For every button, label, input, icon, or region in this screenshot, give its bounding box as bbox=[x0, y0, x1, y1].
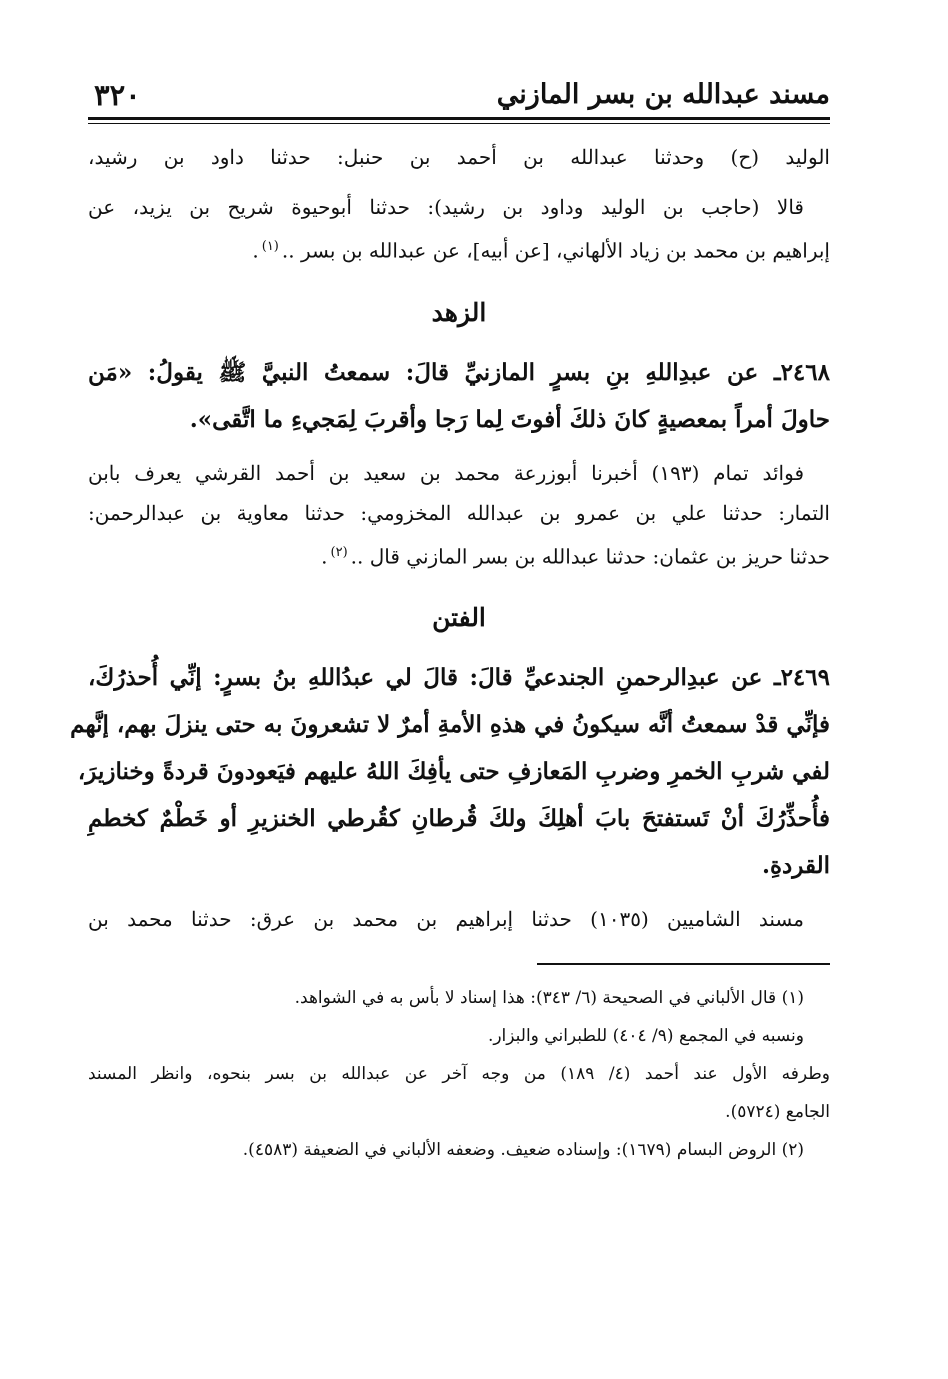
section-title-zuhd: الزهد bbox=[431, 297, 487, 327]
footnote-line: ونسبه في المجمع (٩/ ٤٠٤) للطبراني والبزار. bbox=[487, 1026, 804, 1047]
source-line: فوائد تمام (١٩٣) أخبرنا أبوزرعة محمد بن سعيد بن أحمد القرشي يعرف بابن bbox=[88, 460, 805, 485]
footnote-separator bbox=[537, 963, 830, 965]
footnote-ref-1: (١) bbox=[261, 239, 279, 254]
hadith-line: القردةِ. bbox=[761, 852, 830, 880]
section-title-fitan: الفتن bbox=[432, 603, 486, 633]
footnote-line: (١) قال الألباني في الصحيحة (٦/ ٣٤٣): هذا إسناد لا بأس به في الشواهد. bbox=[294, 988, 804, 1009]
page-header bbox=[88, 70, 830, 115]
intro-line: قالا (حاجب بن الوليد وداود بن رشيد): حدثنا أبوحيوة شريح بن يزيد، عن bbox=[88, 195, 804, 219]
intro-line-last: إبراهيم بن محمد بن زياد الألهاني، [عن أبيه]، عن عبدالله بن بسر ..$^{(١)}$. bbox=[252, 238, 830, 263]
footnote-line: وطرفه الأول عند أحمد (٤/ ١٨٩) من وجه آخر عن عبدالله بن بسر بنحوه، وانظر المسند bbox=[88, 1064, 830, 1085]
hadith-line: لفي شربِ الخمرِ وضربِ المَعازفِ حتى يأفِكَ اللهُ عليهم فيَعودونَ قردةً وخنازيرَ، bbox=[77, 758, 830, 786]
source-line: التمار: حدثنا علي بن عمرو بن عبدالله المخزومي: حدثنا معاوية بن عبدالرحمن: bbox=[88, 500, 830, 525]
page-body bbox=[70, 137, 830, 939]
source-line-last: حدثنا حريز بن عثمان: حدثنا عبدالله بن بسر المازني قال ..$^{(٢)}$. bbox=[321, 544, 830, 569]
footnote-line: الجامع (٥٧٢٤). bbox=[725, 1102, 830, 1123]
page-number: ٣٢٠ bbox=[94, 78, 141, 112]
footnotes bbox=[88, 979, 830, 1169]
header-rule-thin bbox=[88, 123, 830, 124]
source-line-text: حدثنا حريز بن عثمان: حدثنا عبدالله بن بسر المازني قال .. bbox=[350, 544, 830, 569]
hadith-line: فإنِّي قدْ سمعتُ أنَّه سيكونُ في هذهِ الأمةِ أمرٌ لا تشعرونَ به حتى ينزلَ بهم، إنَّهم bbox=[70, 711, 830, 739]
intro-line: الوليد (ح) وحدثنا عبدالله بن أحمد بن حنبل: حدثنا داود بن رشيد، bbox=[88, 145, 830, 169]
running-title: مسند عبدالله بن بسر المازني bbox=[496, 79, 830, 110]
footnote-ref-2: (٢) bbox=[330, 544, 348, 560]
source-line: مسند الشاميين (١٠٣٥) حدثنا إبراهيم بن محمد بن عرق: حدثنا محمد بن bbox=[88, 907, 804, 932]
footnote-line: (٢) الروض البسام (١٦٧٩): وإسناده ضعيف. وضعفه الألباني في الضعيفة (٤٥٨٣). bbox=[242, 1140, 804, 1161]
hadith-line: ٢٤٦٨ـ عن عبدِاللهِ بنِ بسرٍ المازنيِّ قالَ: سمعتُ النبيَّ ﷺ يقولُ: «مَن bbox=[88, 358, 830, 386]
intro-line-text: إبراهيم بن محمد بن زياد الألهاني، [عن أبيه]، عن عبدالله بن بسر .. bbox=[281, 238, 830, 263]
hadith-line: حاولَ أمراً بمعصيةٍ كانَ ذلكَ أفوتَ لِما رَجا وأقربَ لِمَجيءِ ما اتَّقى». bbox=[189, 405, 830, 433]
hadith-line: فأُحذِّرُكَ أنْ تَستفتحَ بابَ أهلِكَ ولكَ قُرطانِ كقُرطي الخنزيرِ أو خَطْمٌ كخطمِ bbox=[88, 805, 830, 833]
hadith-line: ٢٤٦٩ـ عن عبدِالرحمنِ الجندعيِّ قالَ: قالَ لي عبدُاللهِ بنُ بسرٍ: إنِّي أُحذرُكَ، bbox=[88, 664, 830, 692]
book-page bbox=[70, 70, 830, 1270]
header-rule bbox=[88, 117, 830, 120]
